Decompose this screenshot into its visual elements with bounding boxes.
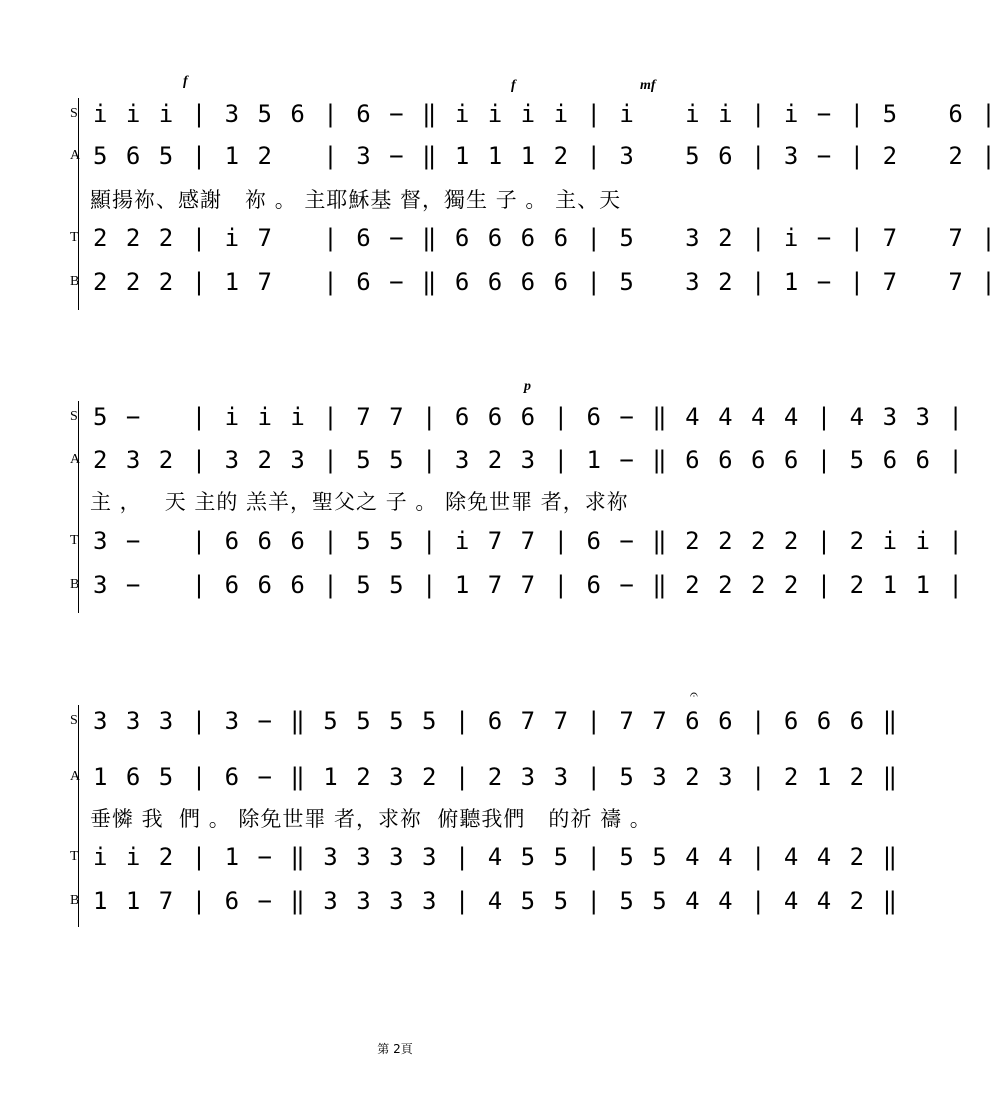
voice-label-a: A [70, 148, 81, 163]
voice-label-t: T [70, 849, 79, 864]
bass-notes: 1 1 7 | 6 − ‖ 3 3 3 3 | 4 5 5 | 5 5 4 4 | 4 4 2 ‖ [93, 887, 900, 915]
voice-label-a: A [70, 452, 81, 467]
lyrics-line: 垂憐 我 們 。 除免世罪 者，求祢 俯聽我們 的祈 禱 。 [90, 807, 652, 831]
page-footer: 第 2頁 [377, 1042, 413, 1056]
voice-label-s: S [70, 409, 78, 424]
tenor-notes: 2 2 2 | i 7 | 6 − ‖ 6 6 6 6 | 5 3 2 | i − | 7 7 | [93, 224, 998, 252]
soprano-notes: i i i | 3 5 6 | 6 − ‖ i i i i | i i i | i − | 5 6 | [93, 100, 998, 128]
lyrics-line: 主 ， 天 主的 羔羊，聖父之 子 。 除免世罪 者，求祢 [90, 490, 629, 514]
lyrics-line: 顯揚祢、感謝 祢 。 主耶穌基 督，獨生 子 。 主、天 [90, 188, 622, 212]
tenor-notes: 3 − | 6 6 6 | 5 5 | i 7 7 | 6 − ‖ 2 2 2 2 | 2 i i | [93, 527, 965, 555]
alto-notes: 1 6 5 | 6 − ‖ 1 2 3 2 | 2 3 3 | 5 3 2 3 | 2 1 2 ‖ [93, 763, 900, 791]
soprano-row [0, 703, 900, 739]
dynamic-mf-1: mf [640, 78, 656, 93]
alto-row [0, 759, 900, 795]
alto-row [0, 442, 965, 478]
voice-label-s: S [70, 106, 78, 121]
dynamic-f-1: f [183, 74, 188, 89]
alto-notes: 2 3 2 | 3 2 3 | 5 5 | 3 2 3 | 1 − ‖ 6 6 6 6 | 5 6 6 | [93, 446, 965, 474]
voice-label-a: A [70, 769, 81, 784]
fermata-icon: 𝄐 [690, 687, 698, 703]
bass-notes: 3 − | 6 6 6 | 5 5 | 1 7 7 | 6 − ‖ 2 2 2 2 | 2 1 1 | [93, 571, 965, 599]
bass-row [0, 264, 998, 300]
tenor-row [0, 839, 900, 875]
voice-label-b: B [70, 274, 80, 289]
voice-label-b: B [70, 893, 80, 908]
dynamic-p: p [524, 379, 531, 394]
bass-row [0, 567, 965, 603]
bass-row [0, 883, 900, 919]
soprano-notes: 5 − | i i i | 7 7 | 6 6 6 | 6 − ‖ 4 4 4 4 | 4 3 3 | [93, 403, 965, 431]
soprano-notes: 3 3 3 | 3 − ‖ 5 5 5 5 | 6 7 7 | 7 7 6 6 | 6 6 6 ‖ [93, 707, 900, 735]
dynamic-f-2: f [511, 78, 516, 93]
tenor-notes: i i 2 | 1 − ‖ 3 3 3 3 | 4 5 5 | 5 5 4 4 | 4 4 2 ‖ [93, 843, 900, 871]
tenor-row [0, 523, 965, 559]
voice-label-s: S [70, 713, 78, 728]
voice-label-t: T [70, 533, 79, 548]
bass-notes: 2 2 2 | 1 7 | 6 − ‖ 6 6 6 6 | 5 3 2 | 1 − | 7 7 | [93, 268, 998, 296]
soprano-row [0, 399, 965, 435]
alto-notes: 5 6 5 | 1 2 | 3 − ‖ 1 1 1 2 | 3 5 6 | 3 − | 2 2 | [93, 142, 998, 170]
tenor-row [0, 220, 998, 256]
soprano-row [0, 96, 998, 132]
voice-label-t: T [70, 230, 79, 245]
alto-row [0, 138, 998, 174]
voice-label-b: B [70, 577, 80, 592]
